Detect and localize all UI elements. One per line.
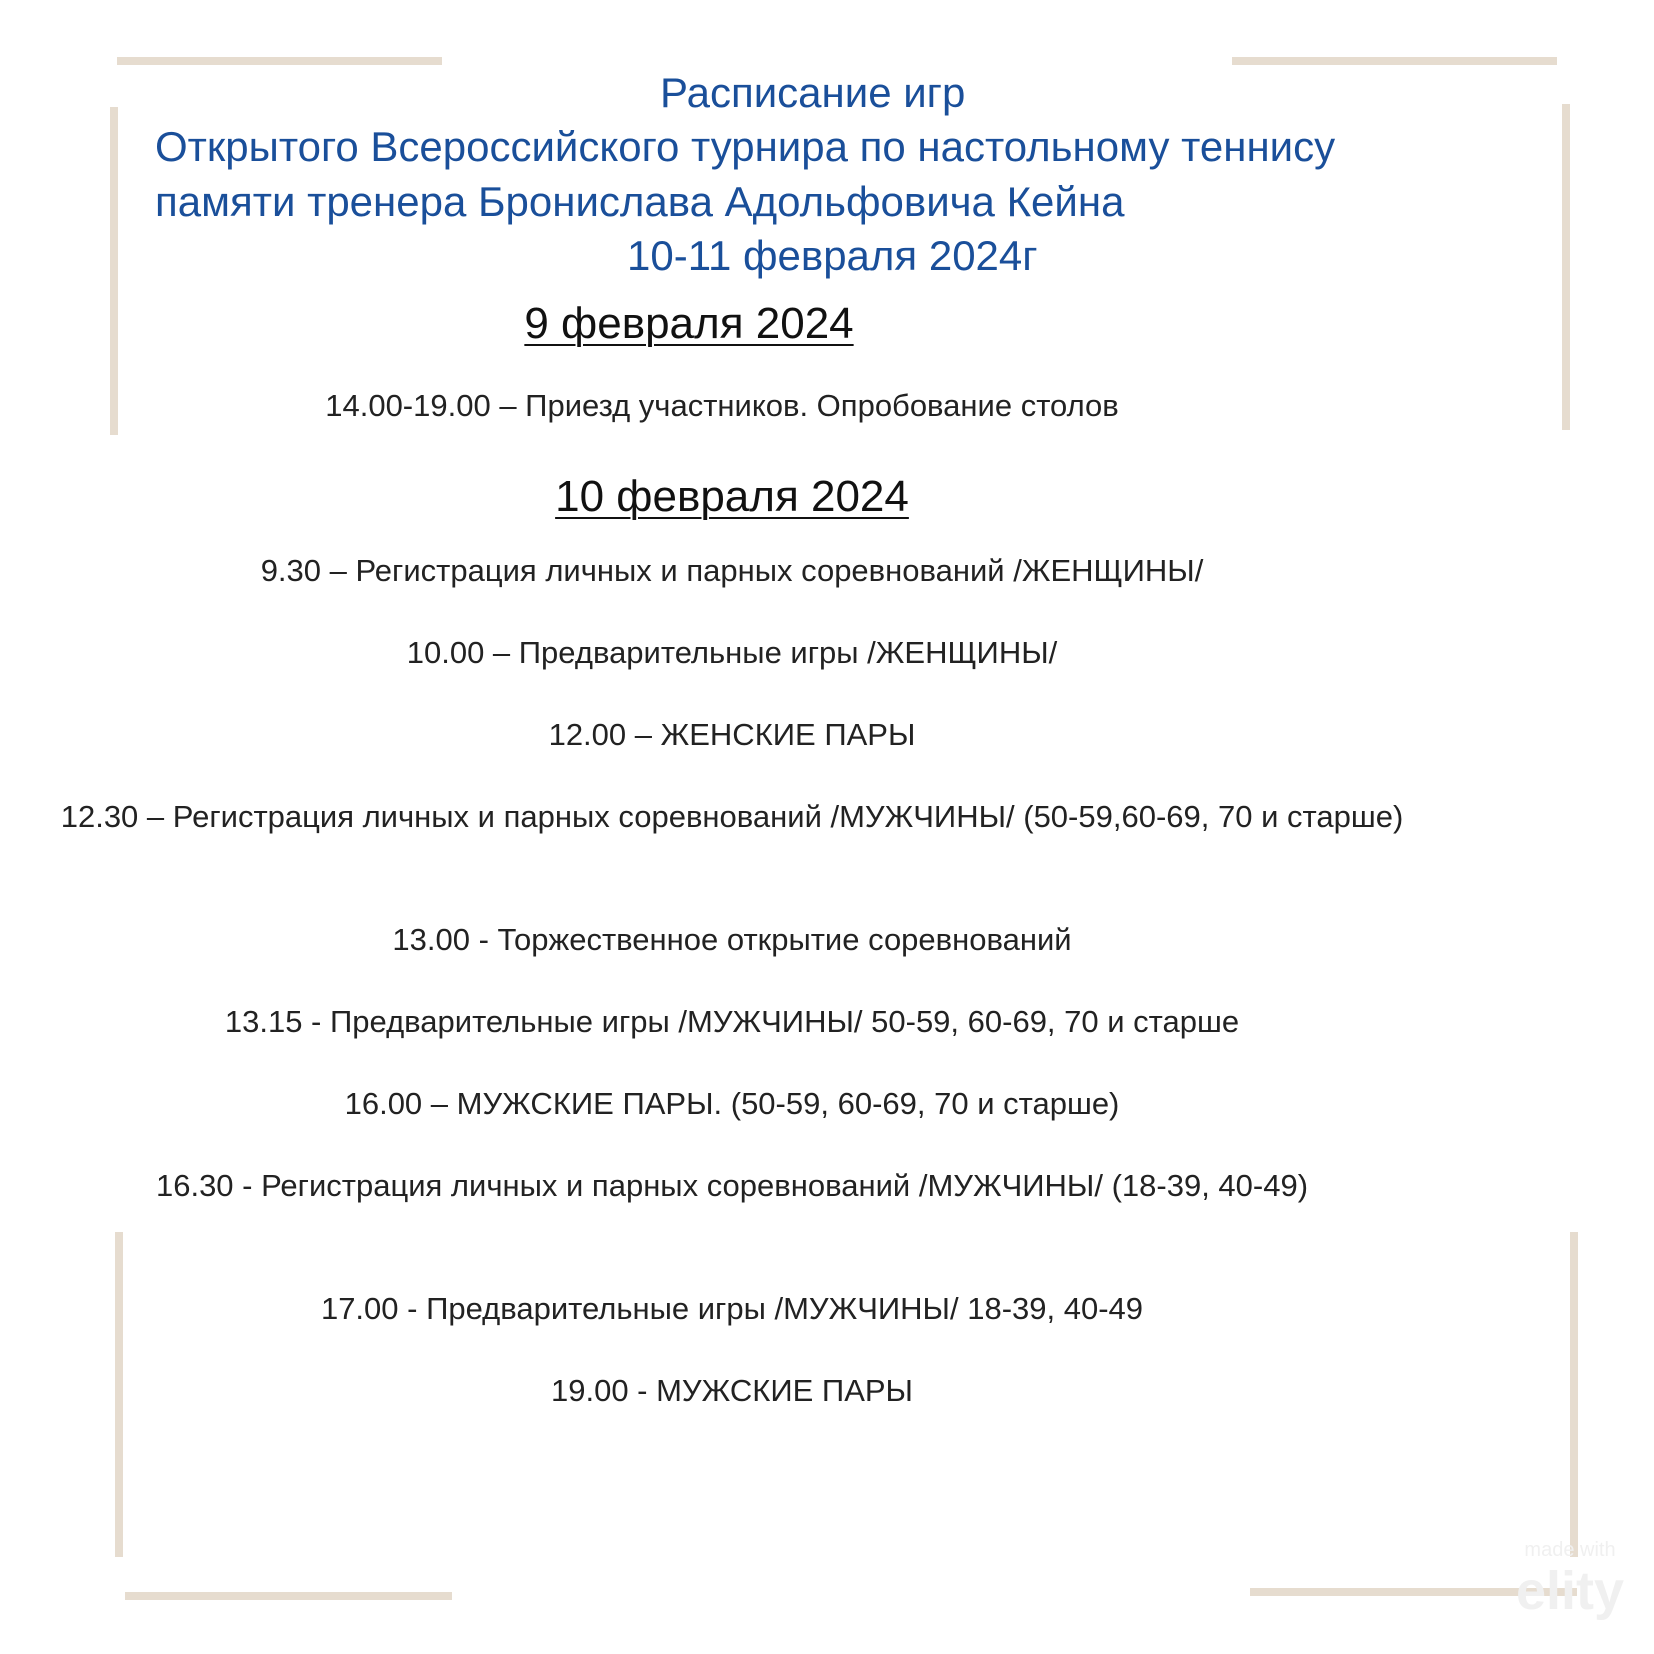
schedule-item: 16.00 – МУЖСКИЕ ПАРЫ. (50-59, 60-69, 70 и старше) [344,1086,1120,1121]
frame-left-upper [110,107,118,435]
watermark-logo: elity [1515,1561,1625,1621]
schedule-item: 13.15 - Предварительные игры /МУЖЧИНЫ/ 50-59, 60-69, 70 и старше [224,1004,1240,1039]
schedule-item: 17.00 - Предварительные игры /МУЖЧИНЫ/ 18-39, 40-49 [320,1291,1144,1326]
frame-bottom-left [125,1592,452,1600]
date-heading-day1-text: 9 февраля 2024 [524,299,854,348]
schedule-item: 12.00 – ЖЕНСКИЕ ПАРЫ [548,717,916,752]
schedule-item: 13.00 - Торжественное открытие соревнований [392,922,1072,957]
date-heading-day2-text: 10 февраля 2024 [555,472,909,521]
title-line-3: памяти тренера Бронислава Адольфовича Кейна [155,178,1125,225]
schedule-item: 19.00 - МУЖСКИЕ ПАРЫ [550,1373,913,1408]
schedule-item: 9.30 – Регистрация личных и парных соревнований /ЖЕНЩИНЫ/ [260,553,1204,588]
frame-top-left [117,57,442,65]
title-line-1: Расписание игр [660,69,966,116]
watermark [1500,1539,1640,1621]
schedule-item: 14.00-19.00 – Приезд участников. Опробование столов [325,388,1119,423]
title-line-2: Открытого Всероссийского турнира по настольному теннису [155,123,1336,170]
schedule-item: 12.30 – Регистрация личных и парных соревнований /МУЖЧИНЫ/ (50-59,60-69, 70 и старше) [60,799,1404,834]
date-heading-day2 [0,472,1654,521]
frame-right-lower [1570,1232,1578,1557]
title-line-4: 10-11 февраля 2024г [627,232,1038,279]
frame-right-upper [1562,104,1570,430]
schedule-item: 16.30 - Регистрация личных и парных соревнований /МУЖЧИНЫ/ (18-39, 40-49) [155,1168,1309,1203]
schedule-item: 10.00 – Предварительные игры /ЖЕНЩИНЫ/ [406,635,1058,670]
date-heading-day1 [0,299,1654,348]
watermark-line-1: made with [1524,1539,1616,1561]
frame-top-right [1232,57,1557,65]
